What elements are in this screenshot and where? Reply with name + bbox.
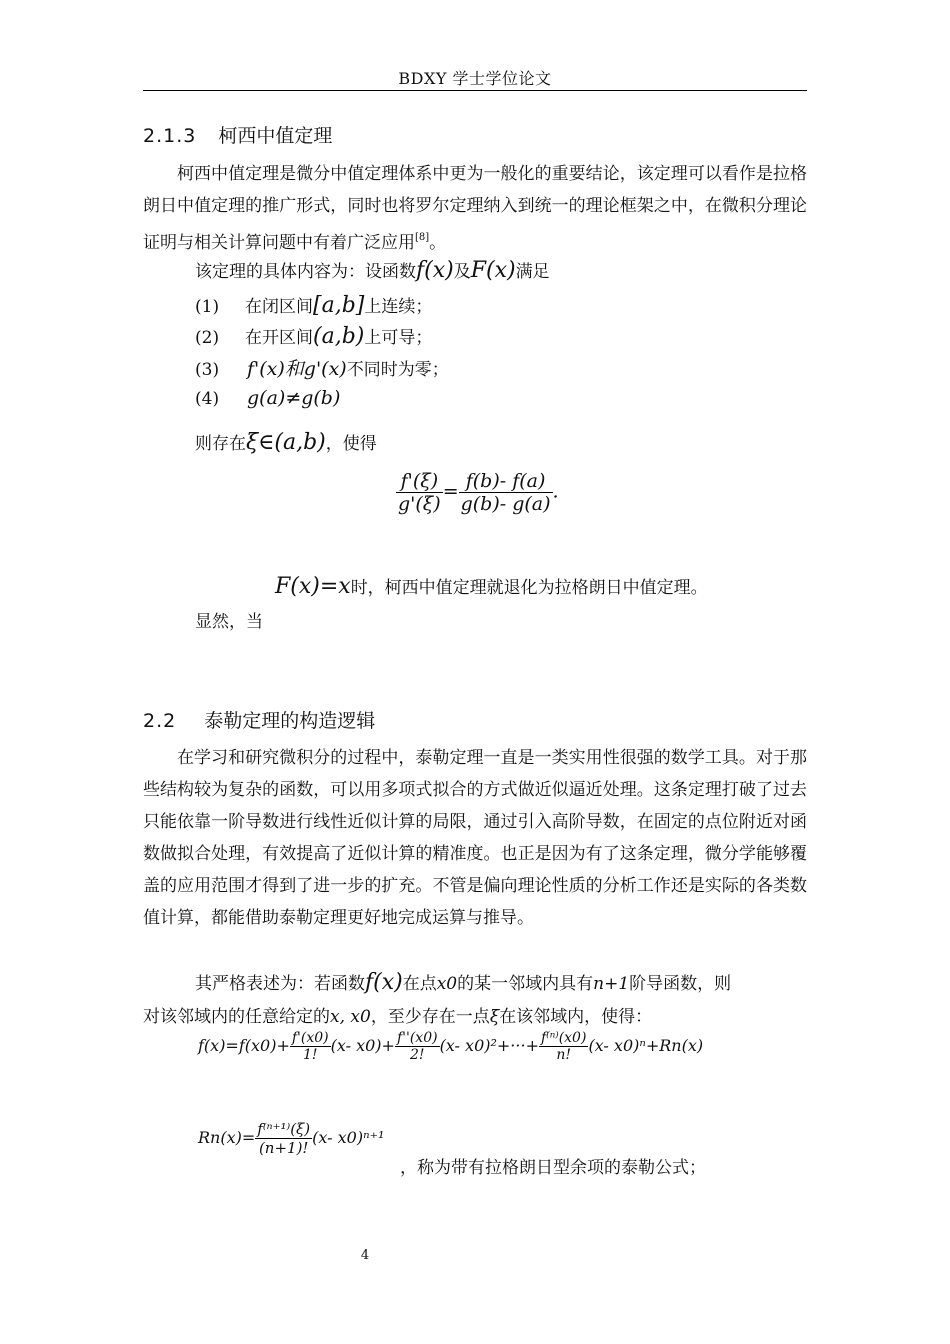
term-tail: (x- x0)ⁿ⁺¹ — [312, 1128, 385, 1147]
math-F-of-x: F(x) — [470, 258, 516, 283]
formula-lhs: f(x)=f(x0)+ — [198, 1036, 290, 1055]
statement-text: 该定理的具体内容为：设函数 — [195, 262, 416, 282]
condition-tail: 不同时为零； — [346, 360, 449, 380]
paragraph-cauchy-intro — [143, 158, 807, 259]
citation-ref: [8] — [415, 232, 430, 243]
section-number: 2.2 — [143, 710, 177, 732]
condition-tail: 上可导； — [364, 328, 433, 348]
statement-tail: 满足 — [515, 262, 550, 282]
math-n-plus-1: n+1 — [593, 974, 630, 994]
statement-text: 的某一邻域内具有 — [457, 974, 594, 994]
condition-text: 在开区间 — [245, 328, 313, 348]
term-tail: (x- x0)ⁿ+Rn(x) — [588, 1036, 704, 1055]
math-x0: x0 — [436, 974, 458, 994]
formula-lhs: Rn(x)= — [198, 1128, 256, 1147]
section-title: 泰勒定理的构造逻辑 — [204, 710, 376, 732]
term-tail: (x- x0)²+···+ — [439, 1036, 539, 1055]
condition-2 — [195, 323, 432, 349]
existence-line — [195, 429, 377, 455]
statement-text: ，至少存在一点 — [370, 1007, 490, 1027]
denominator: n! — [539, 1046, 588, 1063]
statement-text: 在该邻域内，使得： — [499, 1007, 653, 1027]
condition-tail: 上连续； — [364, 297, 433, 317]
math-x-x0: x, x0 — [330, 1007, 371, 1027]
running-header: BDXY 学士学位论文 — [398, 69, 552, 88]
paragraph-taylor-intro: 在学习和研究微积分的过程中，泰勒定理一直是一类实用性很强的数学工具。对于那些结构较为复杂的函数，可以用多项式拟合的方式做近似逼近处理。这条定理打破了过去只能依靠一阶导数进行线性近似计算的局限，通过引入高阶导数，在固定的点位附近对函数做拟合处理，有效提高了近似计算的精准度。也正是因为有了这条定理，微分学能够覆盖的应用范围才得到了进一步的扩充。不管是偏向理论性质的分析工作还是实际的各类数值计算，都能借助泰勒定理更好地完成运算与推导。 — [143, 748, 807, 928]
cauchy-formula — [396, 470, 559, 515]
existence-text: 则存在 — [195, 434, 246, 454]
numerator: f(b)- f(a) — [465, 470, 546, 492]
condition-4 — [195, 387, 340, 409]
taylor-statement-line-1 — [195, 969, 731, 995]
theorem-statement-line — [195, 257, 550, 283]
header-rule — [143, 90, 807, 91]
condition-math: g(a)≠g(b) — [247, 387, 341, 409]
denominator: g'(ξ) — [398, 493, 441, 515]
remark-text: 时，柯西中值定理就退化为拉格朗日中值定理。 — [350, 578, 708, 598]
remark-line — [275, 573, 708, 599]
term-tail: (x- x0)+ — [330, 1036, 395, 1055]
condition-number: (4) — [195, 389, 220, 409]
section-heading-2-2 — [143, 706, 375, 733]
numerator: f''(x0) — [396, 1030, 438, 1046]
formula-period: . — [552, 480, 559, 503]
section-heading-2-1-3 — [143, 121, 332, 148]
fraction-term-2 — [395, 1030, 440, 1063]
condition-text: 在闭区间 — [245, 297, 313, 317]
fraction-term-n — [539, 1030, 588, 1063]
condition-number: (1) — [195, 297, 220, 317]
paragraph-text: 柯西中值定理是微分中值定理体系中更为一般化的重要结论，该定理可以看作是拉格朗日中值定理的推广形式，同时也将罗尔定理纳入到统一的理论框架之中，在微积分理论证明与相关计算问题中有着广泛应用 — [143, 164, 807, 253]
remainder-caption: ，称为带有拉格朗日型余项的泰勒公式； — [400, 1158, 706, 1178]
page-number: 4 — [360, 1248, 370, 1263]
denominator: (n+1)! — [255, 1138, 312, 1157]
math-f-of-x: f(x) — [416, 258, 454, 283]
fraction-term-1 — [290, 1030, 331, 1063]
condition-3 — [195, 354, 449, 381]
math-f-of-x: f(x) — [365, 970, 403, 995]
statement-text: 阶导函数，则 — [629, 974, 732, 994]
numerator: f'(ξ) — [400, 470, 439, 492]
paragraph-end: 。 — [429, 233, 447, 253]
statement-text: 其严格表述为：若函数 — [195, 974, 365, 994]
numerator: f'(x0) — [291, 1030, 329, 1046]
fraction-left — [396, 470, 443, 515]
fraction-right — [459, 470, 553, 515]
taylor-formula — [198, 1030, 703, 1063]
condition-math: f'(x)和g'(x) — [247, 358, 347, 380]
condition-number: (2) — [195, 328, 220, 348]
remainder-formula — [198, 1120, 384, 1157]
denominator: g(b)- g(a) — [460, 493, 551, 515]
section-title: 柯西中值定理 — [218, 125, 333, 147]
condition-1 — [195, 292, 432, 318]
connector-text: 及 — [453, 262, 471, 282]
fraction-remainder — [255, 1120, 312, 1157]
math-xi: ξ — [489, 1007, 500, 1027]
condition-math: (a,b) — [313, 324, 365, 349]
taylor-statement-line-2 — [143, 1002, 652, 1027]
existence-tail: ，使得 — [325, 434, 377, 454]
remark-math: F(x)=x — [275, 574, 351, 599]
numerator: f⁽ⁿ⁾(x0) — [540, 1030, 587, 1046]
existence-math: ξ∈(a,b) — [246, 430, 326, 455]
condition-math: [a,b] — [313, 293, 365, 318]
equals-sign: = — [442, 480, 459, 503]
remark-when: 显然，当 — [195, 612, 263, 632]
condition-number: (3) — [195, 360, 220, 380]
section-number: 2.1.3 — [143, 125, 197, 147]
denominator: 1! — [290, 1046, 331, 1063]
statement-text: 对该邻域内的任意给定的 — [143, 1007, 330, 1027]
denominator: 2! — [395, 1046, 440, 1063]
numerator: f⁽ⁿ⁺¹⁾(ξ) — [257, 1120, 311, 1138]
statement-text: 在点 — [402, 974, 437, 994]
